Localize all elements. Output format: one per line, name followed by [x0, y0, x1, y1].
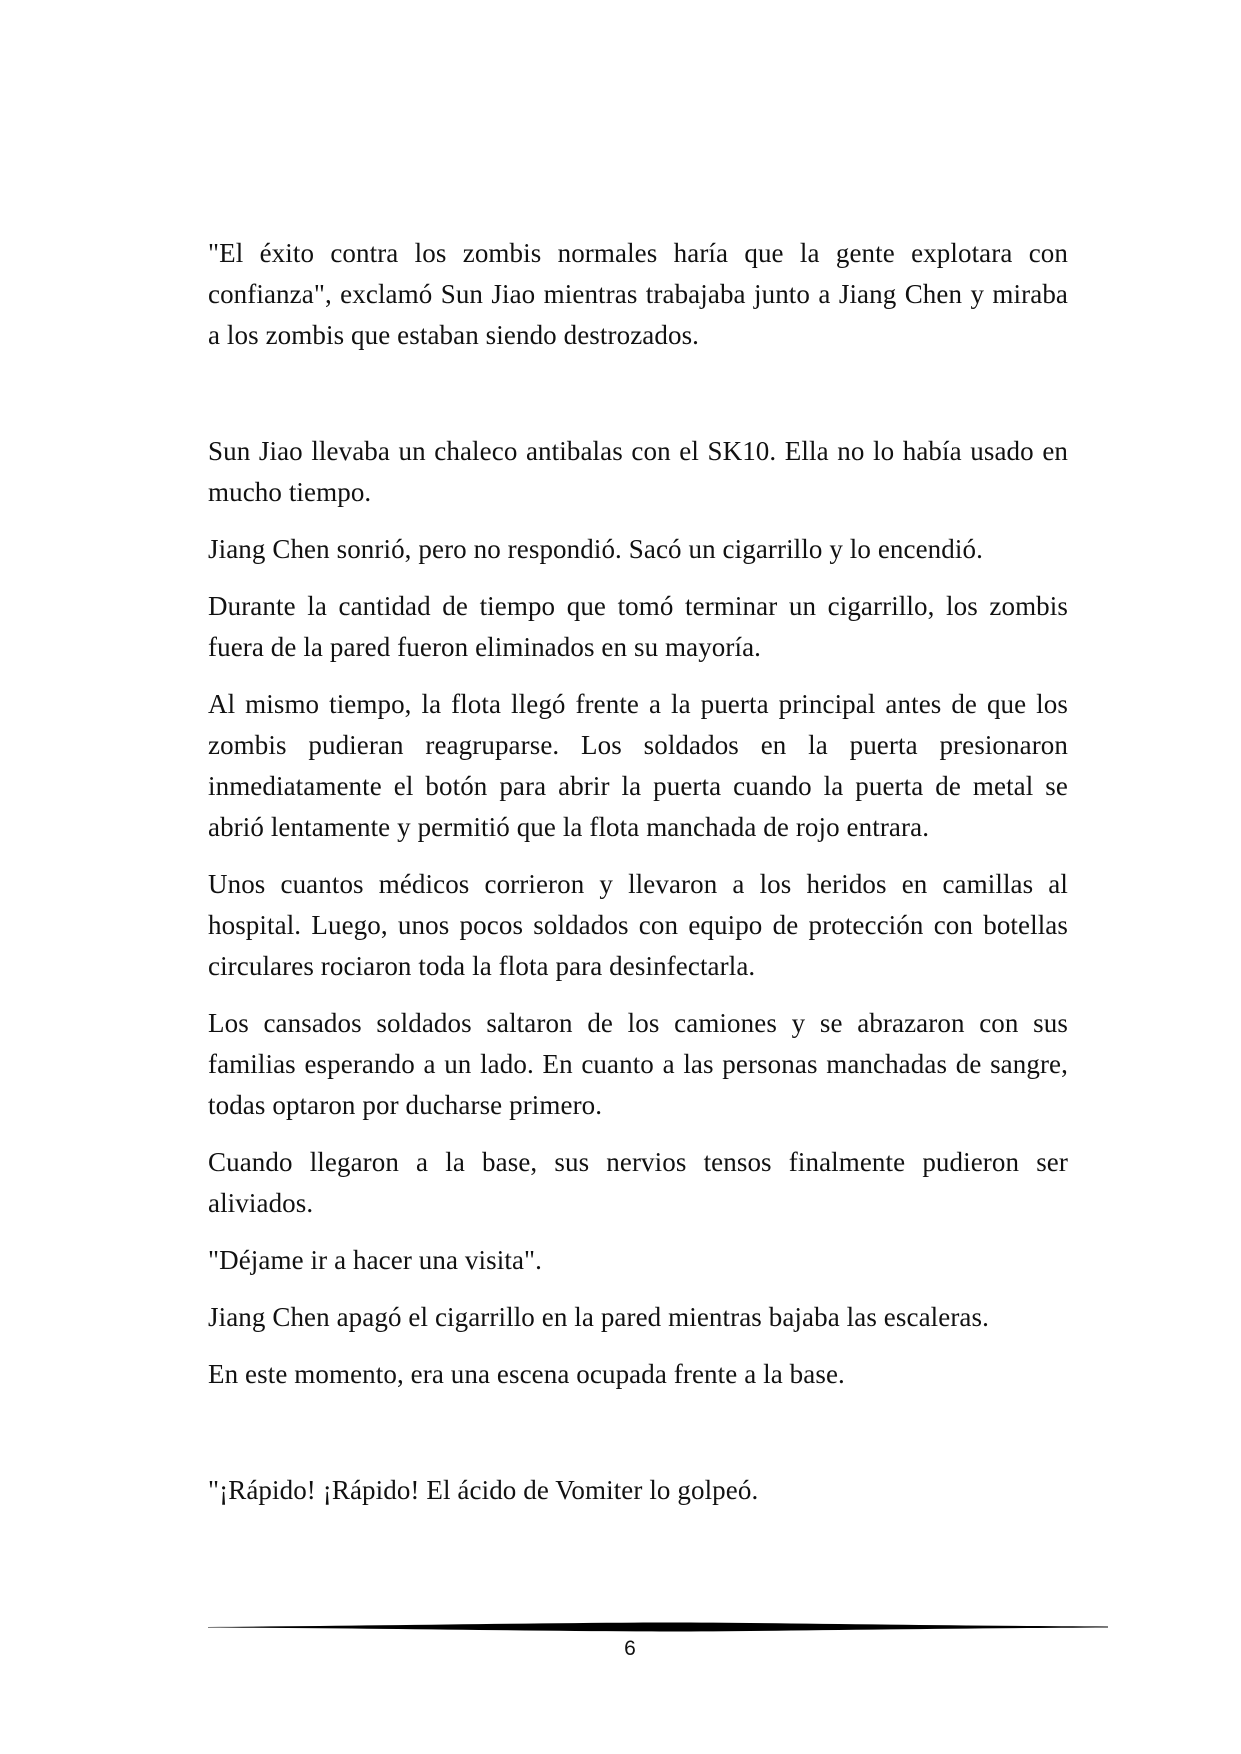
paragraph-12: "¡Rápido! ¡Rápido! El ácido de Vomiter lo golpeó. [208, 1475, 759, 1505]
paragraph-4: Durante la cantidad de tiempo que tomó terminar un cigarrillo, los zombis fuera de la pared fueron eliminados en su mayoría. [208, 591, 1068, 662]
footer-divider [208, 1620, 1108, 1634]
paragraph-8-block [208, 1142, 1068, 1224]
paragraph-6-block [208, 864, 1068, 987]
paragraph-12-block [208, 1470, 1068, 1511]
paragraph-11-block [208, 1354, 1068, 1395]
paragraph-8: Cuando llegaron a la base, sus nervios tensos finalmente pudieron ser aliviados. [208, 1147, 1068, 1218]
page-number: 6 [624, 1637, 636, 1660]
paragraph-4-block [208, 586, 1068, 668]
paragraph-10: Jiang Chen apagó el cigarrillo en la pared mientras bajaba las escaleras. [208, 1302, 989, 1332]
paragraph-7: Los cansados soldados saltaron de los camiones y se abrazaron con sus familias esperando a un lado. En cuanto a las personas manchadas de sangre, todas optaron por ducharse primero. [208, 1008, 1068, 1120]
paragraph-7-block [208, 1003, 1068, 1126]
paragraph-5: Al mismo tiempo, la flota llegó frente a la puerta principal antes de que los zombis pudieran reagruparse. Los soldados en la puerta presionaron inmediatamente el botón para abrir la puerta cuando la puerta de metal se abrió lentamente y permitió que la flota manchada de rojo entrara. [208, 689, 1068, 842]
paragraph-11: En este momento, era una escena ocupada frente a la base. [208, 1359, 845, 1389]
paragraph-5-block [208, 684, 1068, 848]
paragraph-9-block [208, 1240, 1068, 1281]
paragraph-2-block [208, 431, 1068, 513]
paragraph-3: Jiang Chen sonrió, pero no respondió. Sacó un cigarrillo y lo encendió. [208, 534, 983, 564]
paragraph-2: Sun Jiao llevaba un chaleco antibalas con el SK10. Ella no lo había usado en mucho tiempo. [208, 436, 1068, 507]
paragraph-10-block [208, 1297, 1068, 1338]
paragraph-1-block [208, 233, 1068, 356]
paragraph-3-block [208, 529, 1068, 570]
paragraph-9: "Déjame ir a hacer una visita". [208, 1245, 542, 1275]
paragraph-1: "El éxito contra los zombis normales haría que la gente explotara con confianza", exclamó Sun Jiao mientras trabajaba junto a Jiang Chen y miraba a los zombis que estaban siendo destrozados. [208, 238, 1068, 350]
paragraph-6: Unos cuantos médicos corrieron y llevaron a los heridos en camillas al hospital. Luego, unos pocos soldados con equipo de protección con botellas circulares rociaron toda la flota para desinfectarla. [208, 869, 1068, 981]
